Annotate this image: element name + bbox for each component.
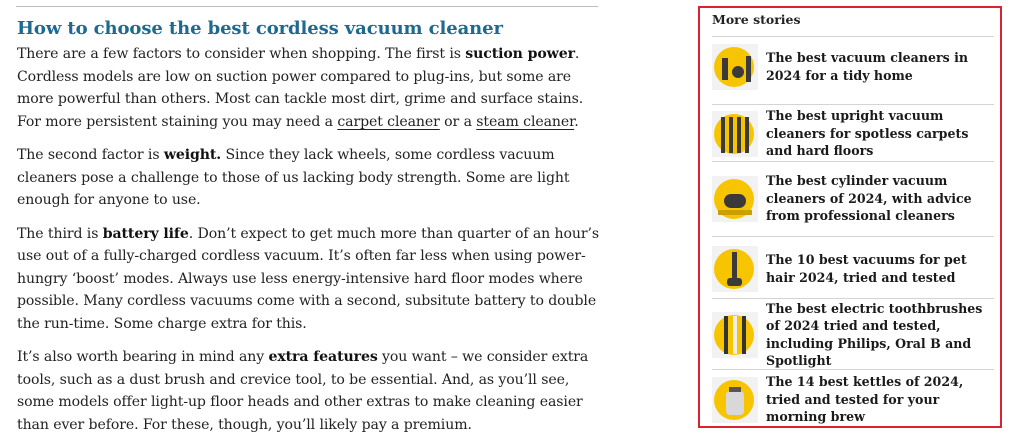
text: Since they lack wheels, some cordless vacuum cleaners pose a challenge to those of us lacking body strength. Some are light enough for anyone to use. — [17, 147, 570, 208]
text: There are a few factors to consider when shopping. The first is — [17, 46, 466, 62]
cylinder-vacuum-icon — [712, 176, 758, 222]
paragraph-battery — [17, 223, 607, 336]
story-item[interactable] — [712, 36, 994, 96]
bold-battery-life: battery life — [102, 225, 189, 242]
toothbrushes-icon — [712, 312, 758, 358]
text: you want – we consider extra tools, such as a dust brush and crevice tool, to be essential. And, as you’ll see, some models offer light-up floor heads and other extras to make cleaning easier than ever before. For these, though, you’ll likely pay a premium. — [17, 349, 589, 433]
story-item[interactable] — [712, 369, 994, 428]
story-item[interactable] — [712, 161, 994, 235]
paragraph-weight — [17, 144, 607, 212]
article-body — [17, 18, 607, 447]
story-title: The best cylinder vacuum cleaners of 2024, with advice from professional cleaners — [766, 173, 972, 224]
bold-extra-features: extra features — [268, 349, 378, 365]
pet-vacuum-icon — [712, 246, 758, 292]
story-title: The best vacuum cleaners in 2024 for a tidy home — [766, 50, 969, 83]
text: . Cordless models are low on suction power compared to plug-ins, but some are more powerful than others. Most can tackle most dirt, grime and surface stains. For more persistent staining you may need a — [17, 46, 584, 130]
upright-vacuums-icon — [712, 111, 758, 157]
paragraph-features — [17, 346, 607, 436]
more-stories-title: More stories — [712, 12, 801, 27]
paragraph-suction — [17, 43, 607, 133]
steam-cleaner-link[interactable]: steam cleaner — [476, 113, 575, 130]
text: or a — [439, 113, 477, 130]
bold-weight: weight. — [163, 147, 222, 163]
carpet-cleaner-link[interactable]: carpet cleaner — [337, 113, 440, 130]
story-title: The 10 best vacuums for pet hair 2024, tried and tested — [766, 252, 967, 285]
kettle-icon — [712, 377, 758, 423]
text: . — [574, 113, 579, 130]
top-divider — [16, 6, 598, 7]
story-item[interactable] — [712, 236, 994, 300]
section-heading: How to choose the best cordless vacuum cleaner — [17, 18, 503, 39]
story-title: The best upright vacuum cleaners for spotless carpets and hard floors — [766, 108, 969, 159]
story-title: The 14 best kettles of 2024, tried and tested for your morning brew — [766, 374, 964, 425]
more-stories-panel — [698, 6, 1002, 428]
vacuum-cleaners-icon — [712, 44, 758, 90]
story-item[interactable] — [712, 104, 994, 162]
text: . Don’t expect to get much more than quarter of an hour’s use out of a fully-charged cordless vacuum. It’s often far less when using power-hungry ‘boost’ modes. Always use less energy-intensive hard floor modes where possible. Many cordless vacuums come with a second, subsitute battery to double the run-time. Some charge extra for this. — [17, 225, 600, 332]
bold-suction-power: suction power — [465, 46, 575, 62]
story-title: The best electric toothbrushes of 2024 tried and tested, including Philips, Oral B and Spotlight — [766, 300, 983, 368]
text: It’s also worth bearing in mind any — [17, 349, 269, 365]
text: The second factor is — [17, 147, 164, 163]
story-item[interactable] — [712, 298, 994, 370]
text: The third is — [17, 225, 103, 242]
